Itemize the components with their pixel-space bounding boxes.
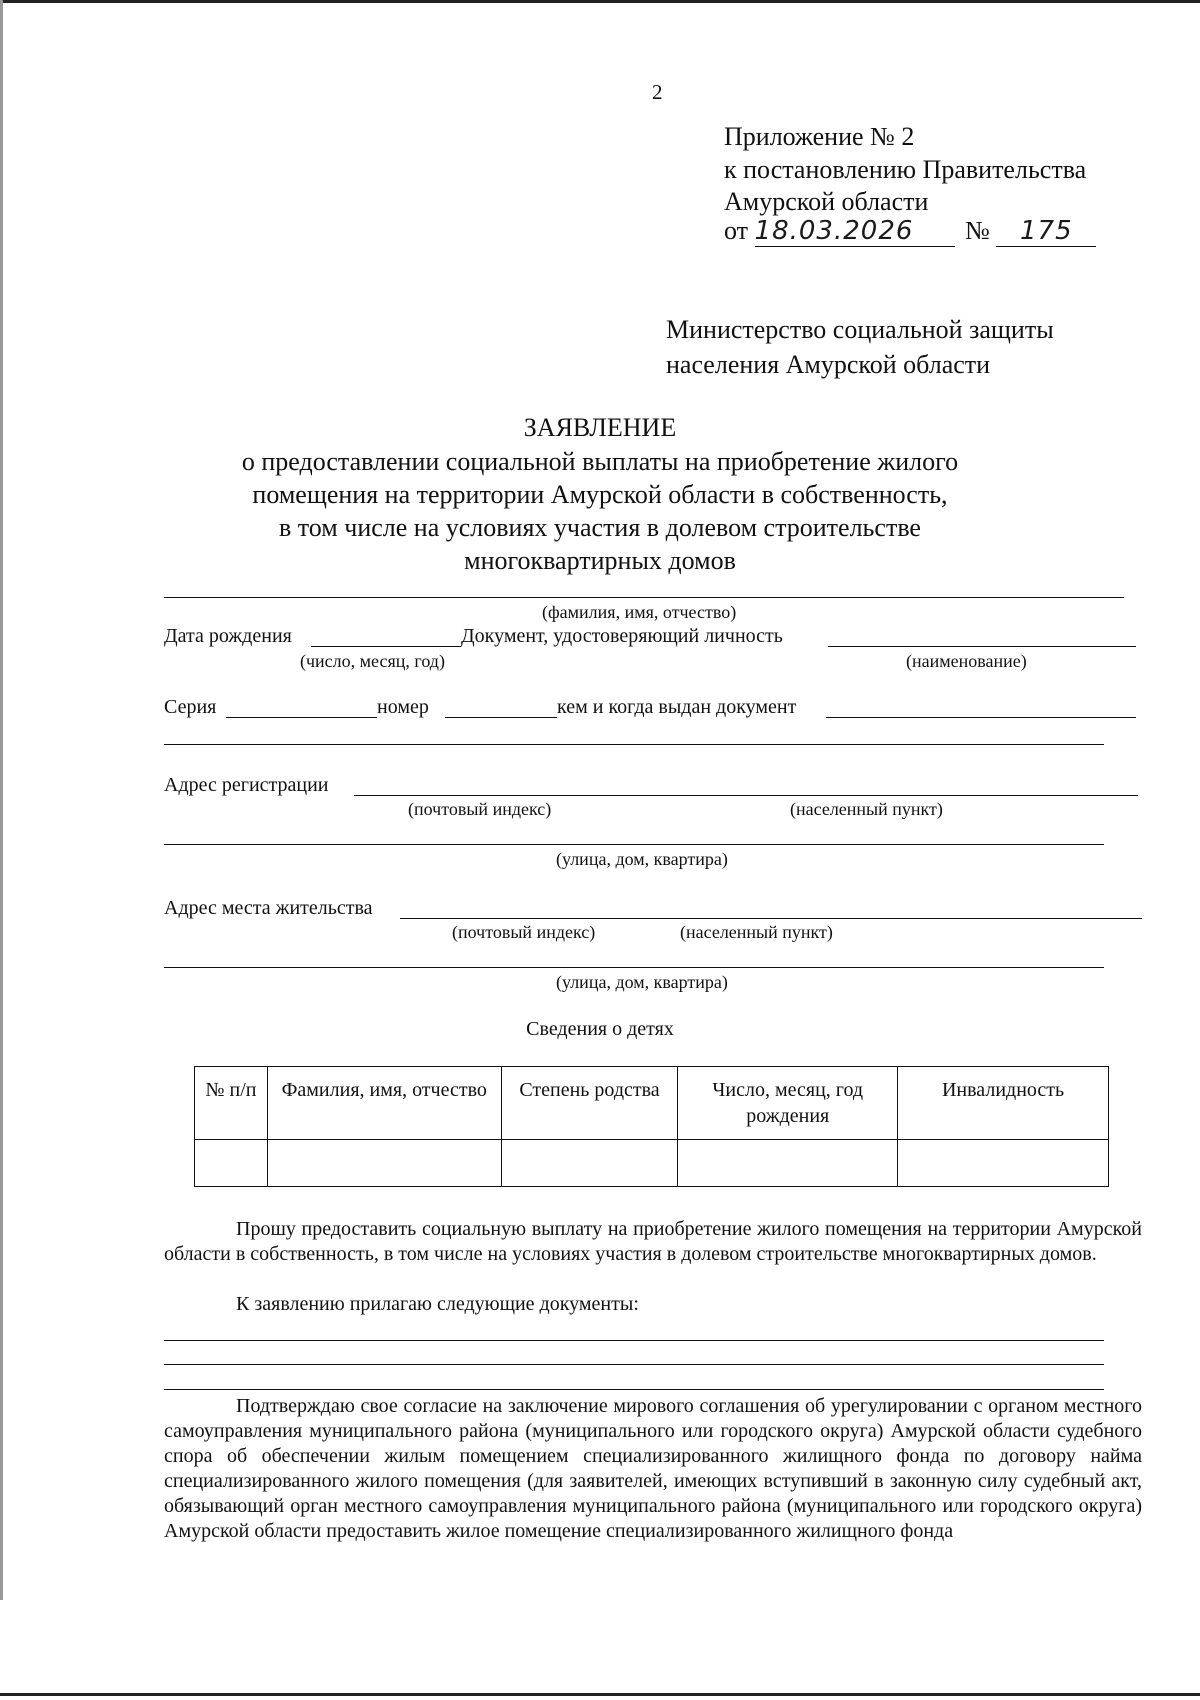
title-line-1: о предоставлении социальной выплаты на приобретение жилого <box>241 447 959 476</box>
col-header-disability: Инвалидность <box>898 1067 1109 1140</box>
table-cell-fio[interactable] <box>267 1140 501 1187</box>
col-header-number: № п/п <box>195 1067 268 1140</box>
residence-postal-hint: (почтовый индекс) <box>452 922 596 942</box>
issued-by-label: кем и когда выдан документ <box>557 696 797 718</box>
page-left-edge <box>0 0 3 1600</box>
table-cell-number[interactable] <box>195 1140 268 1187</box>
fio-field[interactable] <box>164 597 1124 598</box>
title-line-2: помещения на территории Амурской области в собственность, <box>252 480 948 509</box>
page-top-edge <box>0 0 1200 3</box>
reg-address-label: Адрес регистрации <box>164 774 329 796</box>
issued-by-field[interactable] <box>826 717 1136 718</box>
series-field[interactable] <box>226 717 377 718</box>
document-name-hint: (наименование) <box>906 651 1027 671</box>
fio-hint: (фамилия, имя, отчество) <box>542 602 737 622</box>
title-line-3: в том числе на условиях участия в долевом строительстве <box>279 513 921 542</box>
children-table <box>194 1066 1109 1187</box>
document-title: ЗАЯВЛЕНИЕ <box>523 413 677 442</box>
date-hint: (число, месяц, год) <box>300 651 445 671</box>
handwritten-date: 18.03.2026 <box>754 216 914 246</box>
reg-locality-hint: (населенный пункт) <box>790 799 943 819</box>
addressee-line-2: населения Амурской области <box>666 350 991 379</box>
signature-date-field[interactable] <box>755 216 955 247</box>
residence-street-hint: (улица, дом, квартира) <box>556 972 728 992</box>
birth-date-field[interactable] <box>311 646 461 647</box>
col-header-birth-date: Число, месяц, год рождения <box>678 1067 898 1140</box>
handwritten-number: 175 <box>1020 216 1073 246</box>
table-row <box>195 1140 1109 1187</box>
table-cell-birth-date[interactable] <box>678 1140 898 1187</box>
page-number: 2 <box>652 80 663 104</box>
col-header-relation: Степень родства <box>501 1067 678 1140</box>
attachments-label: К заявлению прилагаю следующие документы: <box>236 1293 639 1315</box>
title-line-4: многоквартирных домов <box>464 546 736 575</box>
col-header-fio: Фамилия, имя, отчество <box>267 1067 501 1140</box>
number-field-label: номер <box>377 696 429 718</box>
appendix-line-3: Амурской области <box>724 187 929 216</box>
residence-address-label: Адрес места жительства <box>164 897 373 919</box>
residence-street-field[interactable] <box>164 967 1104 968</box>
table-cell-relation[interactable] <box>501 1140 678 1187</box>
attachment-line-2[interactable] <box>164 1364 1104 1365</box>
attachment-line-3[interactable] <box>164 1389 1104 1390</box>
table-cell-disability[interactable] <box>898 1140 1109 1187</box>
id-document-label: Документ, удостоверяющий личность <box>461 625 783 647</box>
residence-address-field[interactable] <box>400 918 1142 919</box>
number-field[interactable] <box>445 717 557 718</box>
id-document-field[interactable] <box>828 646 1136 647</box>
appendix-line-1: Приложение № 2 <box>724 122 915 151</box>
residence-locality-hint: (населенный пункт) <box>680 922 833 942</box>
attachment-line-1[interactable] <box>164 1340 1104 1341</box>
number-label: № <box>965 216 990 245</box>
document-number-field[interactable] <box>996 216 1096 247</box>
page-bottom-edge <box>0 1693 1200 1696</box>
children-section-title: Сведения о детях <box>526 1018 674 1040</box>
addressee-line-1: Министерство социальной защиты <box>666 315 1054 344</box>
issued-by-field-continued[interactable] <box>164 744 1104 745</box>
reg-address-field[interactable] <box>354 795 1138 796</box>
series-label: Серия <box>164 696 217 718</box>
reg-postal-hint: (почтовый индекс) <box>408 799 552 819</box>
consent-paragraph: Подтверждаю свое согласие на заключение мирового соглашения об урегулировании с органом местного самоуправления муниципального района (муниципального или городского округа) Амурской области судебного спора об обеспечении жилым помещением специализированного жилищного фонда по договору найма специализированного жилого помещения (для заявителей, имеющих вступивший в законную силу судебный акт, обязывающий орган местного самоуправления муниципального района (муниципального или городского округа) Амурской области предоставить жилое помещение специализированного жилищного фонда <box>164 1395 1142 1542</box>
children-table-header-row <box>195 1067 1109 1140</box>
reg-street-hint: (улица, дом, квартира) <box>556 849 728 869</box>
reg-street-field[interactable] <box>164 844 1104 845</box>
from-label: от <box>724 216 749 245</box>
birth-date-label: Дата рождения <box>164 625 292 647</box>
appendix-date-number-line <box>724 216 1096 247</box>
request-paragraph: Прошу предоставить социальную выплату на приобретение жилого помещения на территории Амурской области в собственность, в том числе на условиях участия в долевом строительстве многоквартирных домов. <box>164 1218 1142 1265</box>
appendix-line-2: к постановлению Правительства <box>724 155 1087 184</box>
